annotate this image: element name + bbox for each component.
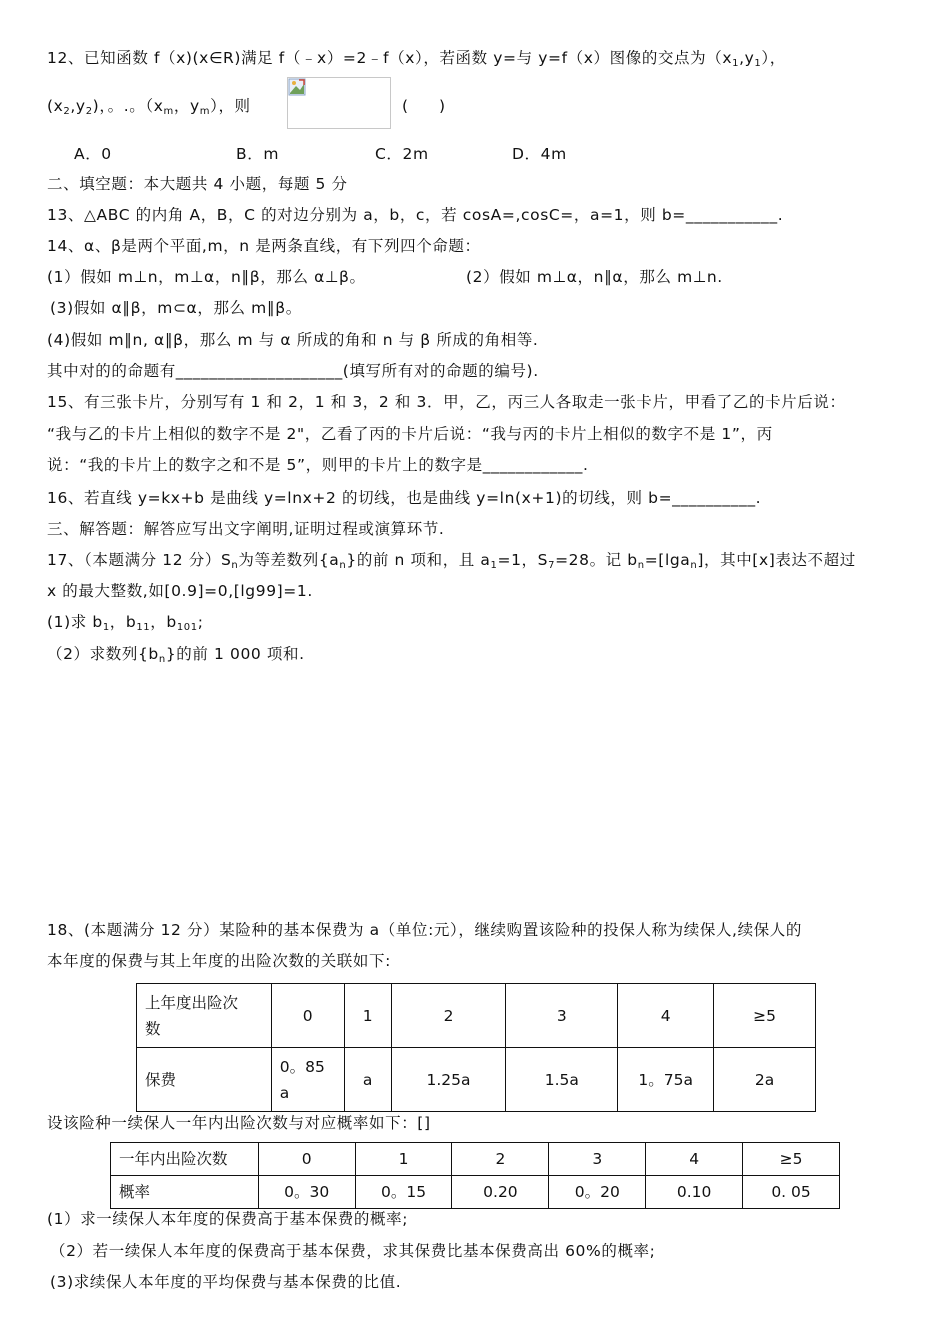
table-header-cell: 2 bbox=[391, 984, 506, 1048]
q12-option-a: A．0 bbox=[74, 145, 112, 163]
q13: 13、△ABC 的内角 A，B，C 的对边分别为 a，b，c，若 cosA=,cosC=，a=1，则 b=___________. bbox=[47, 206, 784, 224]
section-2-heading: 二、填空题：本大题共 4 小题，每题 5 分 bbox=[47, 175, 348, 193]
table-row-label: 保费 bbox=[137, 1048, 272, 1112]
broken-formula-image bbox=[287, 77, 391, 129]
table-header-cell: 4 bbox=[646, 1143, 743, 1176]
q12-option-d: D．4m bbox=[512, 145, 567, 163]
table-header-cell: 0 bbox=[271, 984, 344, 1048]
table-cell: 0。20 bbox=[549, 1176, 646, 1209]
table-row-label: 概率 bbox=[111, 1176, 259, 1209]
q18-line1: 18、(本题满分 12 分）某险种的基本保费为 a（单位:元），继续购置该险种的投保人称为续保人,续保人的 bbox=[47, 921, 802, 939]
q17-line1: 17、（本题满分 12 分）$S_n$为等差数列$\{a_n\}$的前 n 项和，且 $a_1=1$，$S_7=28$。记 $b_n=[\lg a_n]$，其中[x]表达不超过 bbox=[47, 551, 856, 571]
q15-line3: 说：“我的卡片上的数字之和不是 5”，则甲的卡片上的数字是____________. bbox=[47, 456, 589, 474]
table-cell: 1.25a bbox=[391, 1048, 506, 1112]
table-row bbox=[137, 1048, 816, 1112]
q18-part1: (1）求一续保人本年度的保费高于基本保费的概率; bbox=[47, 1210, 409, 1228]
table-header-cell: 2 bbox=[452, 1143, 549, 1176]
table-cell: 1。75a bbox=[618, 1048, 714, 1112]
table-cell: 0.10 bbox=[646, 1176, 743, 1209]
table-header-cell: 上年度出险次 数 bbox=[137, 984, 272, 1048]
q17-part1: (1)求 $b_1$，$b_{11}$，$b_{101}$; bbox=[47, 613, 204, 633]
table-header-cell: 1 bbox=[344, 984, 391, 1048]
premium-table bbox=[136, 983, 816, 1112]
table-header-cell: 0 bbox=[258, 1143, 355, 1176]
q14-ask: 其中对的的命题有____________________(填写所有对的命题的编号). bbox=[47, 362, 539, 380]
q12-line1: 12、已知函数 f（x)(x∈R)满足 f（﹣x）=2﹣f（x），若函数 y=与 y=f（x）图像的交点为$(x_1,y_1)$， bbox=[47, 49, 786, 69]
q12-option-c: C．2m bbox=[375, 145, 429, 163]
q15-line1: 15、有三张卡片，分别写有 1 和 2，1 和 3，2 和 3．甲，乙，丙三人各取走一张卡片，甲看了乙的卡片后说： bbox=[47, 393, 846, 411]
section-3-heading: 三、解答题：解答应写出文字阐明,证明过程或演算环节. bbox=[47, 520, 445, 538]
q14-prop-1: (1）假如 m⊥n，m⊥α，n∥β，那么 α⊥β。 bbox=[47, 268, 366, 286]
table-header-cell: ≥5 bbox=[714, 984, 816, 1048]
table-row bbox=[111, 1176, 840, 1209]
probability-table bbox=[110, 1142, 840, 1209]
table-cell: 2a bbox=[714, 1048, 816, 1112]
table-cell: 0。15 bbox=[355, 1176, 452, 1209]
q14-prop-2: (2）假如 m⊥α，n∥α，那么 m⊥n. bbox=[466, 268, 723, 286]
table-header-cell: 4 bbox=[618, 984, 714, 1048]
q18-part3: (3)求续保人本年度的平均保费与基本保费的比值. bbox=[50, 1273, 402, 1291]
table-header-cell: 一年内出险次数 bbox=[111, 1143, 259, 1176]
q18-part2: （2）若一续保人本年度的保费高于基本保费，求其保费比基本保费高出 60%的概率; bbox=[50, 1242, 656, 1260]
table-cell: 0.20 bbox=[452, 1176, 549, 1209]
table-cell: 0。85 a bbox=[271, 1048, 344, 1112]
q15-line2: “我与乙的卡片上相似的数字不是 2"，乙看了丙的卡片后说：“我与丙的卡片上相似的数字不是 1”，丙 bbox=[47, 425, 773, 443]
q17-part2: （2）求数列$\{b_n\}$的前 1 000 项和. bbox=[47, 645, 305, 665]
q12-option-b: B．m bbox=[236, 145, 280, 163]
q16: 16、若直线 y=kx+b 是曲线 y=lnx+2 的切线，也是曲线 y=ln(x+1)的切线，则 b=__________. bbox=[47, 489, 762, 507]
q14-stem: 14、α、β是两个平面,m，n 是两条直线，有下列四个命题： bbox=[47, 237, 481, 255]
table-cell: 0. 05 bbox=[743, 1176, 840, 1209]
q14-prop-3: (3)假如 α∥β，m⊂α，那么 m∥β。 bbox=[50, 299, 302, 317]
table-row bbox=[111, 1143, 840, 1176]
q18-line2: 本年度的保费与其上年度的出险次数的关联如下: bbox=[47, 952, 391, 970]
table-header-cell: 3 bbox=[506, 984, 618, 1048]
q12-line2: $(x_2,y_2)$，。.。（$x_m$，$y_m$），则 bbox=[47, 97, 251, 117]
q12-answer-paren: ( ) bbox=[402, 97, 446, 115]
table-header-cell: 3 bbox=[549, 1143, 646, 1176]
q14-prop-4: (4)假如 m∥n, α∥β，那么 m 与 α 所成的角和 n 与 β 所成的角相等. bbox=[47, 331, 539, 349]
table-header-cell: ≥5 bbox=[743, 1143, 840, 1176]
broken-image-icon bbox=[288, 78, 306, 96]
table-row bbox=[137, 984, 816, 1048]
q18-mid: 设该险种一续保人一年内出险次数与对应概率如下：[] bbox=[47, 1114, 431, 1132]
table-cell: 0。30 bbox=[258, 1176, 355, 1209]
q17-line2: x 的最大整数,如[0.9]=0,[lg99]=1. bbox=[47, 582, 313, 600]
table-cell: a bbox=[344, 1048, 391, 1112]
table-header-cell: 1 bbox=[355, 1143, 452, 1176]
table-cell: 1.5a bbox=[506, 1048, 618, 1112]
